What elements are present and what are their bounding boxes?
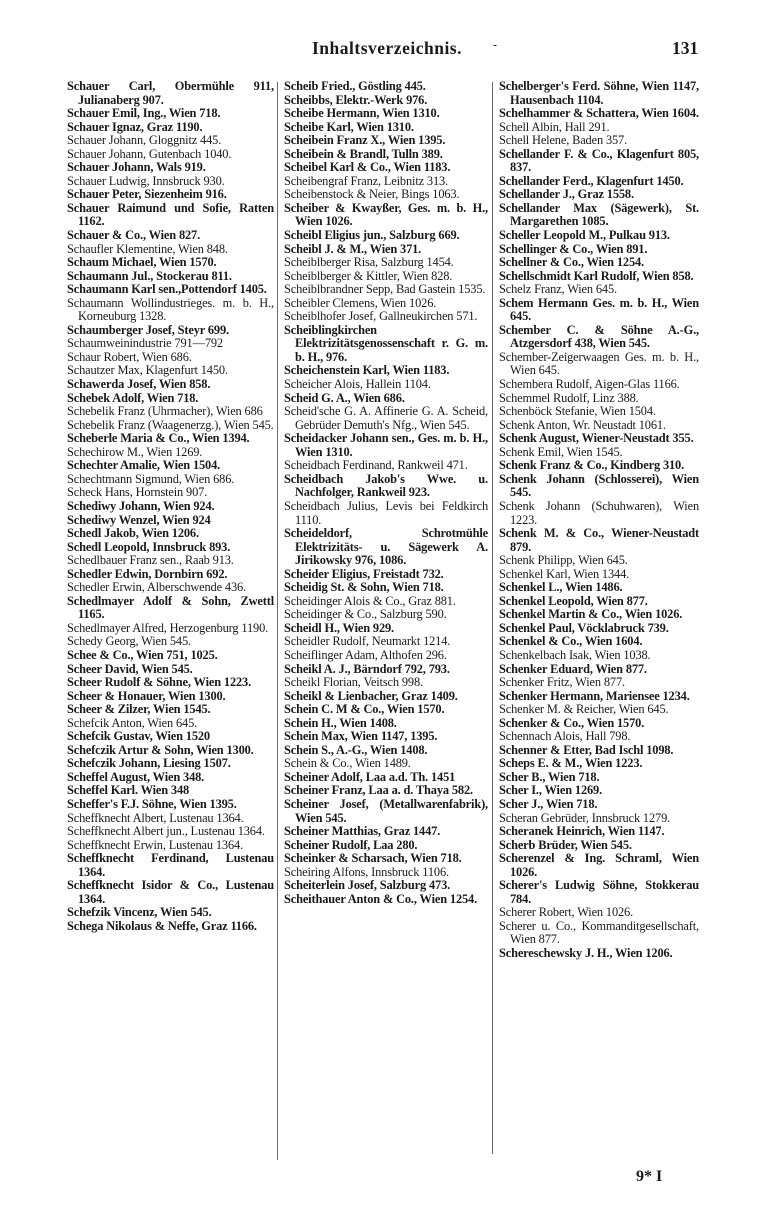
index-entry: Schedy Georg, Wien 545.	[67, 634, 191, 649]
index-entry: Scheffknecht Erwin, Lustenau 1364.	[67, 837, 244, 852]
index-entry: Scheiblhofer Josef, Gallneukirchen 571.	[284, 309, 478, 324]
index-entry: Scheibler Clemens, Wien 1026.	[284, 295, 437, 310]
index-entry: Schechtmann Sigmund, Wien 686.	[67, 471, 235, 486]
index-entry: Schellander J., Graz 1558.	[499, 187, 634, 202]
index-column-1	[67, 80, 274, 933]
index-entry: Scheiner Matthias, Graz 1447.	[284, 824, 441, 839]
index-entry: Schefczik Artur & Sohn, Wien 1300.	[67, 742, 254, 757]
index-entry: Schenker Fritz, Wien 877.	[499, 675, 625, 690]
index-entry: Scheib Fried., Göstling 445.	[284, 79, 426, 93]
index-entry: Scheffknecht Isidor & Co., Lustenau 1364.	[67, 878, 274, 906]
index-entry: Scheibe Hermann, Wien 1310.	[284, 106, 440, 121]
index-entry: Scheranek Heinrich, Wien 1147.	[499, 824, 665, 839]
index-entry: Schauer Ignaz, Graz 1190.	[67, 119, 203, 134]
index-entry: Schauer Ludwig, Innsbruck 930.	[67, 173, 225, 188]
index-entry: Schemmel Rudolf, Linz 388.	[499, 390, 639, 405]
index-entry: Schaur Robert, Wien 686.	[67, 349, 192, 364]
index-entry: Scheid'sche G. A. Affinerie G. A. Scheid, Gebrüder Demuth's Nfg., Wien 545.	[284, 404, 488, 432]
index-entry: Schenker Hermann, Mariensee 1234.	[499, 688, 690, 703]
index-entry: Schenk Emil, Wien 1545.	[499, 444, 623, 459]
index-entry: Scheiner Franz, Laa a. d. Thaya 582.	[284, 783, 473, 798]
index-entry: Schefczik Johann, Liesing 1507.	[67, 756, 231, 771]
index-entry: Schawerda Josef, Wien 858.	[67, 377, 211, 392]
index-entry: Scheffknecht Ferdinand, Lustenau 1364.	[67, 851, 274, 879]
index-entry: Schaumweinindustrie 791—792	[67, 336, 223, 351]
header-dash: -	[493, 38, 498, 52]
index-entry: Schein & Co., Wien 1489.	[284, 756, 411, 771]
printer-signature: 9* I	[636, 1168, 663, 1185]
index-entry: Scheck Hans, Hornstein 907.	[67, 485, 208, 500]
index-entry: Scheidinger & Co., Salzburg 590.	[284, 607, 447, 622]
index-entry: Scher J., Wien 718.	[499, 796, 598, 811]
index-entry: Schautzer Max, Klagenfurt 1450.	[67, 363, 228, 378]
index-entry: Scheibel Karl & Co., Wien 1183.	[284, 160, 451, 175]
index-entry: Schenk Franz & Co., Kindberg 310.	[499, 458, 685, 473]
index-entry: Scheer & Zilzer, Wien 1545.	[67, 702, 211, 717]
index-entry: Schenböck Stefanie, Wien 1504.	[499, 404, 656, 419]
index-entry: Schenkel & Co., Wien 1604.	[499, 634, 643, 649]
index-entry: Schedlmayer Adolf & Sohn, Zwettl 1165.	[67, 593, 274, 622]
index-entry: Schenk August, Wiener-Neustadt 355.	[499, 431, 694, 446]
index-entry: Schellner & Co., Wien 1254.	[499, 255, 644, 270]
index-entry: Scheller Leopold M., Pulkau 913.	[499, 228, 670, 243]
index-entry: Schedl Jakob, Wien 1206.	[67, 526, 199, 541]
index-entry: Scheiblberger & Kittler, Wien 828.	[284, 268, 453, 283]
index-entry: Scheidinger Alois & Co., Graz 881.	[284, 593, 456, 608]
index-entry: Schellander F. & Co., Klagenfurt 805, 837.	[499, 146, 699, 175]
index-entry: Schereschewsky J. H., Wien 1206.	[499, 946, 673, 960]
index-entry: Scheikl Florian, Veitsch 998.	[284, 675, 423, 690]
index-entry: Scheibein Franz X., Wien 1395.	[284, 133, 446, 148]
index-entry: Scheer David, Wien 545.	[67, 661, 193, 676]
index-entry: Scheikl A. J., Bärndorf 792, 793.	[284, 661, 450, 676]
index-entry: Schenk Johann (Schlosserei), Wien 545.	[499, 471, 699, 500]
index-entry: Scherb Brüder, Wien 545.	[499, 837, 632, 852]
index-entry: Schaumann Jul., Stockerau 811.	[67, 268, 232, 283]
index-entry: Scheiner Rudolf, Laa 280.	[284, 837, 418, 852]
column-divider	[492, 82, 493, 1154]
index-entry: Schenk M. & Co., Wiener-Neustadt 879.	[499, 526, 699, 554]
index-entry: Schell Helene, Baden 357.	[499, 133, 628, 148]
index-entry: Schelberger's Ferd. Söhne, Wien 1147, Hausenbach 1104.	[499, 79, 699, 107]
index-entry: Schebek Adolf, Wien 718.	[67, 390, 199, 405]
index-entry: Schee & Co., Wien 751, 1025.	[67, 647, 218, 662]
index-entry: Schein H., Wien 1408.	[284, 715, 397, 730]
index-entry: Schenkel Martin & Co., Wien 1026.	[499, 607, 683, 622]
index-entry: Schediwy Wenzel, Wien 924	[67, 512, 211, 527]
index-entry: Schenker M. & Reicher, Wien 645.	[499, 702, 669, 717]
index-entry: Scheibbs, Elektr.-Werk 976.	[284, 92, 428, 107]
index-entry: Schebelik Franz (Waagenerzg.), Wien 545.	[67, 417, 274, 432]
index-entry: Schelhammer & Schattera, Wien 1604.	[499, 106, 699, 121]
index-entry: Schembera Rudolf, Aigen-Glas 1166.	[499, 377, 680, 392]
index-entry: Scheiblberger Risa, Salzburg 1454.	[284, 255, 454, 270]
index-entry: Schauer Johann, Wals 919.	[67, 160, 206, 175]
index-entry: Schein S., A.-G., Wien 1408.	[284, 742, 428, 757]
index-entry: Scheiring Alfons, Innsbruck 1106.	[284, 864, 449, 879]
index-entry: Schenkel Paul, Vöcklabruck 739.	[499, 620, 669, 635]
index-entry: Schem Hermann Ges. m. b. H., Wien 645.	[499, 295, 699, 324]
index-entry: Schell Albin, Hall 291.	[499, 119, 610, 134]
index-entry: Scheiber & Kwayßer, Ges. m. b. H., Wien 1026.	[284, 200, 488, 229]
index-entry: Scherer Robert, Wien 1026.	[499, 905, 634, 920]
index-entry: Schauer Carl, Obermühle 911, Julianaberg 907.	[67, 79, 274, 107]
index-entry: Schellander Max (Sägewerk), St. Margarethen 1085.	[499, 200, 699, 229]
index-entry: Schedlbauer Franz sen., Raab 913.	[67, 553, 234, 568]
index-entry: Scheicher Alois, Hallein 1104.	[284, 377, 431, 392]
index-entry: Schauer Emil, Ing., Wien 718.	[67, 106, 221, 121]
index-entry: Scheidbach Julius, Levis bei Feldkirch 1110.	[284, 498, 488, 527]
index-entry: Schein Max, Wien 1147, 1395.	[284, 729, 438, 744]
index-entry: Schedl Leopold, Innsbruck 893.	[67, 539, 231, 554]
index-entry: Scheiblingkirchen Elektrizitätsgenossenschaft r. G. m. b. H., 976.	[284, 322, 488, 364]
column-divider	[277, 82, 278, 1160]
index-entry: Scheibengraf Franz, Leibnitz 313.	[284, 173, 448, 188]
index-entry: Schaum Michael, Wien 1570.	[67, 255, 217, 270]
index-entry: Schaumberger Josef, Steyr 699.	[67, 322, 229, 337]
index-column-2	[284, 80, 488, 906]
index-entry: Schenk Philipp, Wien 645.	[499, 553, 628, 568]
index-entry: Scheichenstein Karl, Wien 1183.	[284, 363, 450, 378]
index-entry: Schaumann Karl sen.,Pottendorf 1405.	[67, 282, 267, 297]
index-column-3	[499, 80, 699, 961]
index-entry: Schechter Amalie, Wien 1504.	[67, 458, 221, 473]
index-entry: Scheffknecht Albert, Lustenau 1364.	[67, 810, 244, 825]
index-entry: Schedler Edwin, Dornbirn 692.	[67, 566, 228, 581]
index-entry: Scheibe Karl, Wien 1310.	[284, 119, 414, 134]
index-entry: Scheiner Adolf, Laa a.d. Th. 1451	[284, 769, 456, 784]
index-entry: Schellinger & Co., Wien 891.	[499, 241, 648, 256]
index-entry: Scheibein & Brandl, Tulln 389.	[284, 146, 443, 161]
page-number: 131	[672, 38, 699, 58]
index-entry: Schefcik Anton, Wien 645.	[67, 715, 198, 730]
index-entry: Schellander Ferd., Klagenfurt 1450.	[499, 173, 684, 188]
index-entry: Scheffer's F.J. Söhne, Wien 1395.	[67, 796, 237, 811]
index-entry: Scheran Gebrüder, Innsbruck 1279.	[499, 810, 671, 825]
index-entry: Schenkel Karl, Wien 1344.	[499, 566, 630, 581]
index-entry: Scheiner Josef, (Metallwarenfabrik), Wien 545.	[284, 796, 488, 825]
index-entry: Schebelik Franz (Uhrmacher), Wien 686	[67, 404, 263, 419]
index-entry: Schenk Johann (Schuhwaren), Wien 1223.	[499, 498, 699, 527]
index-entry: Scheibl J. & M., Wien 371.	[284, 241, 422, 256]
index-entry: Scheidbach Jakob's Wwe. u. Nachfolger, Rankweil 923.	[284, 471, 488, 500]
index-entry: Scheidl H., Wien 929.	[284, 620, 394, 635]
index-entry: Scheffel Karl. Wien 348	[67, 783, 190, 798]
index-entry: Schediwy Johann, Wien 924.	[67, 498, 215, 513]
index-entry: Schember-Zeigerwaagen Ges. m. b. H., Wien 645.	[499, 349, 699, 378]
index-entry: Schenker & Co., Wien 1570.	[499, 715, 645, 730]
index-entry: Scheideldorf, Schrotmühle Elektrizitäts- u. Sägewerk A. Jirikowsky 976, 1086.	[284, 526, 488, 568]
index-entry: Scherer's Ludwig Söhne, Stokkerau 784.	[499, 878, 699, 906]
index-entry: Schaufler Klementine, Wien 848.	[67, 241, 228, 256]
index-entry: Schedler Erwin, Alberschwende 436.	[67, 580, 246, 595]
index-entry: Schenkelbach Isak, Wien 1038.	[499, 647, 651, 662]
index-entry: Schellschmidt Karl Rudolf, Wien 858.	[499, 268, 694, 283]
index-entry: Schennach Alois, Hall 798.	[499, 729, 631, 744]
index-entry: Scherenzel & Ing. Schraml, Wien 1026.	[499, 851, 699, 879]
index-entry: Schenner & Etter, Bad Ischl 1098.	[499, 742, 674, 757]
index-entry: Schauer Peter, Siezenheim 916.	[67, 187, 227, 202]
index-entry: Scherer u. Co., Kommanditgesellschaft, Wien 877.	[499, 918, 699, 947]
index-entry: Schelz Franz, Wien 645.	[499, 282, 617, 297]
index-entry: Scheidig St. & Sohn, Wien 718.	[284, 580, 444, 595]
index-entry: Schenker Eduard, Wien 877.	[499, 661, 647, 676]
index-entry: Schechirow M., Wien 1269.	[67, 444, 203, 459]
index-entry: Scheer Rudolf & Söhne, Wien 1223.	[67, 675, 252, 690]
index-entry: Scheffel August, Wien 348.	[67, 769, 205, 784]
index-entry: Schedlmayer Alfred, Herzogenburg 1190.	[67, 620, 269, 635]
index-entry: Schauer Johann, Gloggnitz 445.	[67, 133, 222, 148]
index-entry: Schega Nikolaus & Neffe, Graz 1166.	[67, 918, 257, 933]
index-entry: Schauer Johann, Gutenbach 1040.	[67, 146, 232, 161]
index-entry: Schenk Anton, Wr. Neustadt 1061.	[499, 417, 666, 432]
index-entry: Scheinker & Scharsach, Wien 718.	[284, 851, 462, 866]
index-entry: Scher B., Wien 718.	[499, 769, 600, 784]
index-entry: Scheider Eligius, Freistadt 732.	[284, 566, 444, 581]
index-entry: Scheffknecht Albert jun., Lustenau 1364.	[67, 824, 265, 839]
index-entry: Schember C. & Söhne A.-G., Atzgersdorf 438, Wien 545.	[499, 322, 699, 351]
index-entry: Scheiflinger Adam, Althofen 296.	[284, 647, 447, 662]
index-entry: Scheid G. A., Wien 686.	[284, 390, 405, 405]
index-entry: Scheidacker Johann sen., Ges. m. b. H., Wien 1310.	[284, 431, 488, 459]
index-entry: Scheiblbrandner Sepp, Bad Gastein 1535.	[284, 282, 486, 297]
index-entry: Schauer Raimund und Sofie, Ratten 1162.	[67, 200, 274, 229]
index-entry: Schenkel L., Wien 1486.	[499, 580, 623, 595]
index-entry: Schaumann Wollindustrieges. m. b. H., Korneuburg 1328.	[67, 295, 274, 324]
index-entry: Scheps E. & M., Wien 1223.	[499, 756, 643, 771]
index-entry: Scheidler Rudolf, Neumarkt 1214.	[284, 634, 451, 649]
index-entry: Scheibenstock & Neier, Bings 1063.	[284, 187, 460, 202]
page-title: Inhaltsverzeichnis.	[312, 38, 462, 58]
index-entry: Scheithauer Anton & Co., Wien 1254.	[284, 891, 478, 906]
index-entry: Schein C. M & Co., Wien 1570.	[284, 702, 445, 717]
index-entry: Schenkel Leopold, Wien 877.	[499, 593, 648, 608]
index-entry: Schefcik Gustav, Wien 1520	[67, 729, 210, 744]
index-entry: Scheibl Eligius jun., Salzburg 669.	[284, 228, 460, 243]
index-entry: Schauer & Co., Wien 827.	[67, 228, 201, 243]
index-entry: Scheberle Maria & Co., Wien 1394.	[67, 431, 250, 446]
index-entry: Scheer & Honauer, Wien 1300.	[67, 688, 226, 703]
index-entry: Scheikl & Lienbacher, Graz 1409.	[284, 688, 458, 703]
index-entry: Scheiterlein Josef, Salzburg 473.	[284, 878, 451, 893]
index-entry: Scheidbach Ferdinand, Rankweil 471.	[284, 458, 468, 473]
index-entry: Scher I., Wien 1269.	[499, 783, 603, 798]
index-entry: Schefzik Vincenz, Wien 545.	[67, 905, 212, 920]
